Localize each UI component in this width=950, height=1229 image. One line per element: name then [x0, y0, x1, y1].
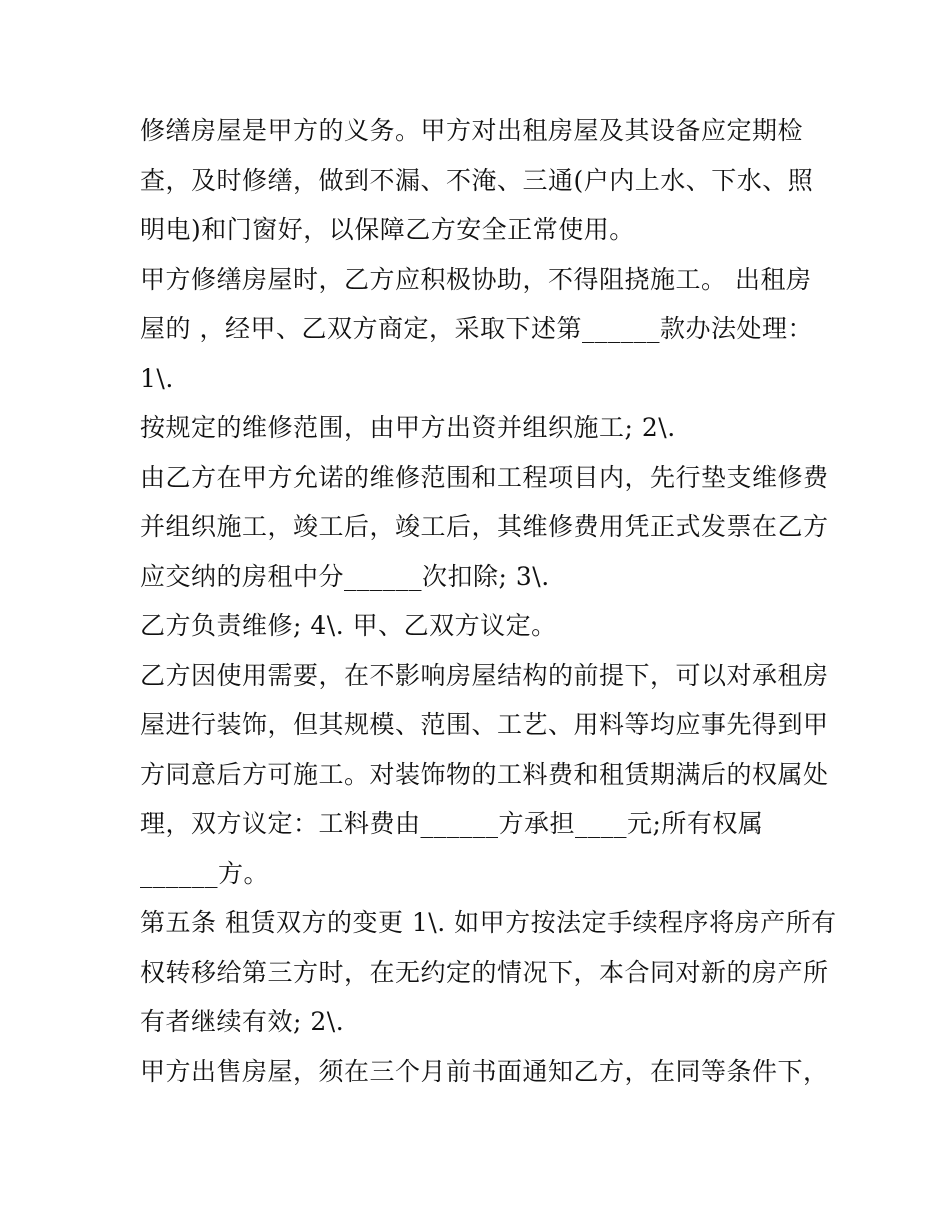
text-line: 1\. [140, 363, 174, 393]
document-body [140, 106, 837, 1096]
text-line: 第五条 租赁双方的变更 1\. 如甲方按法定手续程序将房产所有 [140, 908, 837, 937]
paragraph-decoration [140, 651, 829, 899]
text-line: 甲方出售房屋，须在三个月前书面通知乙方，在同等条件下， [140, 1056, 829, 1086]
paragraph-option-1 [140, 403, 820, 453]
text-line: 应交纳的房租中分______次扣除; 3\. [140, 561, 550, 591]
text-line: 屋的 ，经甲、乙双方商定，采取下述第______款办法处理： [140, 314, 813, 343]
paragraph-repair-obligation [140, 106, 820, 255]
text-line: 按规定的维修范围，由甲方出资并组织施工; 2\. [140, 413, 676, 442]
paragraph-sale-notice [140, 1047, 829, 1097]
text-line: ______方。 [140, 858, 270, 888]
text-line: 有者继续有效; 2\. [140, 1007, 345, 1036]
text-line: 查，及时修缮，做到不漏、不淹、三通(户内上水、下水、照 [140, 165, 814, 195]
paragraph-option-3-4 [140, 601, 820, 651]
text-line: 修缮房屋是甲方的义务。甲方对出租房屋及其设备应定期检 [140, 116, 804, 145]
text-line: 权转移给第三方时，在无约定的情况下，本合同对新的房产所 [140, 957, 829, 987]
text-line: 方同意后方可施工。对装饰物的工料费和租赁期满后的权属处 [140, 759, 829, 789]
paragraph-option-2 [140, 453, 829, 602]
text-line: 理，双方议定：工料费由______方承担____元;所有权属 [140, 809, 764, 838]
paragraph-repair-cooperation [140, 255, 820, 404]
text-line: 屋进行装饰，但其规模、范围、工艺、用料等均应事先得到甲 [140, 710, 829, 739]
text-line: 乙方负责维修; 4\. 甲、乙双方议定。 [140, 611, 557, 640]
text-line: 由乙方在甲方允诺的维修范围和工程项目内，先行垫支维修费 [140, 462, 829, 492]
text-line: 甲方修缮房屋时，乙方应积极协助，不得阻挠施工。 出租房 [140, 264, 812, 294]
paragraph-article-5 [140, 898, 837, 1047]
text-line: 并组织施工，竣工后，竣工后，其维修费用凭正式发票在乙方 [140, 512, 829, 541]
text-line: 明电)和门窗好，以保障乙方安全正常使用。 [140, 215, 635, 244]
text-line: 乙方因使用需要，在不影响房屋结构的前提下，可以对承租房 [140, 660, 829, 690]
